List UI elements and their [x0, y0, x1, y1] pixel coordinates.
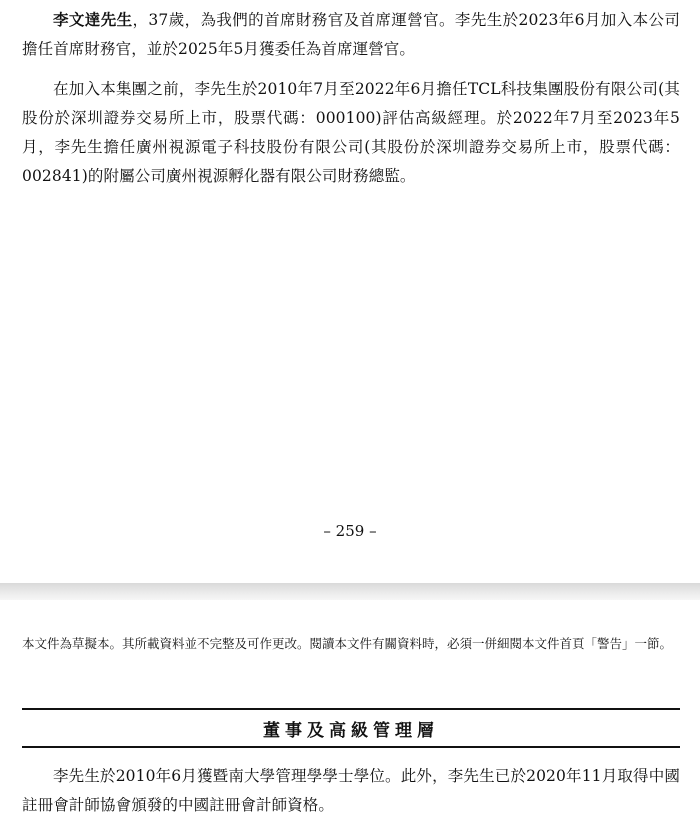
- section-rule-top: [22, 708, 680, 710]
- bio-paragraph-2: 在加入本集團之前，李先生於2010年7月至2022年6月擔任TCL科技集團股份有限公司(其股份於深圳證券交易所上市，股票代碼：000100)評估高級經理。於2022年7月至2023年5月，李先生擔任廣州視源電子科技股份有限公司(其股份於深圳證券交易所上市，股票代碼：002841)的附屬公司廣州視源孵化器有限公司財務總監。: [22, 80, 680, 185]
- page-number: – 259 –: [323, 522, 377, 540]
- section-rule-bottom: [22, 746, 680, 748]
- page-260: [0, 600, 700, 826]
- section-title: 董事及高級管理層: [263, 721, 439, 741]
- bio-paragraph-1-text: ，37歲，為我們的首席財務官及首席運營官。李先生於2023年6月加入本公司擔任首席財務官，並於2025年5月獲委任為首席運營官。: [22, 11, 680, 58]
- bio-paragraph-1: [22, 5, 680, 64]
- person-name: 李文達先生: [53, 10, 133, 29]
- bio-paragraph-3: 李先生於2010年6月獲暨南大學管理學學士學位。此外，李先生已於2020年11月取得中國註冊會計師協會頒發的中國註冊會計師資格。: [22, 767, 680, 814]
- draft-disclaimer: 本文件為草擬本。其所載資料並不完整及可作更改。閱讀本文件有關資料時，必須一併細閱本文件首頁「警告」一節。: [22, 636, 673, 651]
- page-separator: [0, 583, 700, 600]
